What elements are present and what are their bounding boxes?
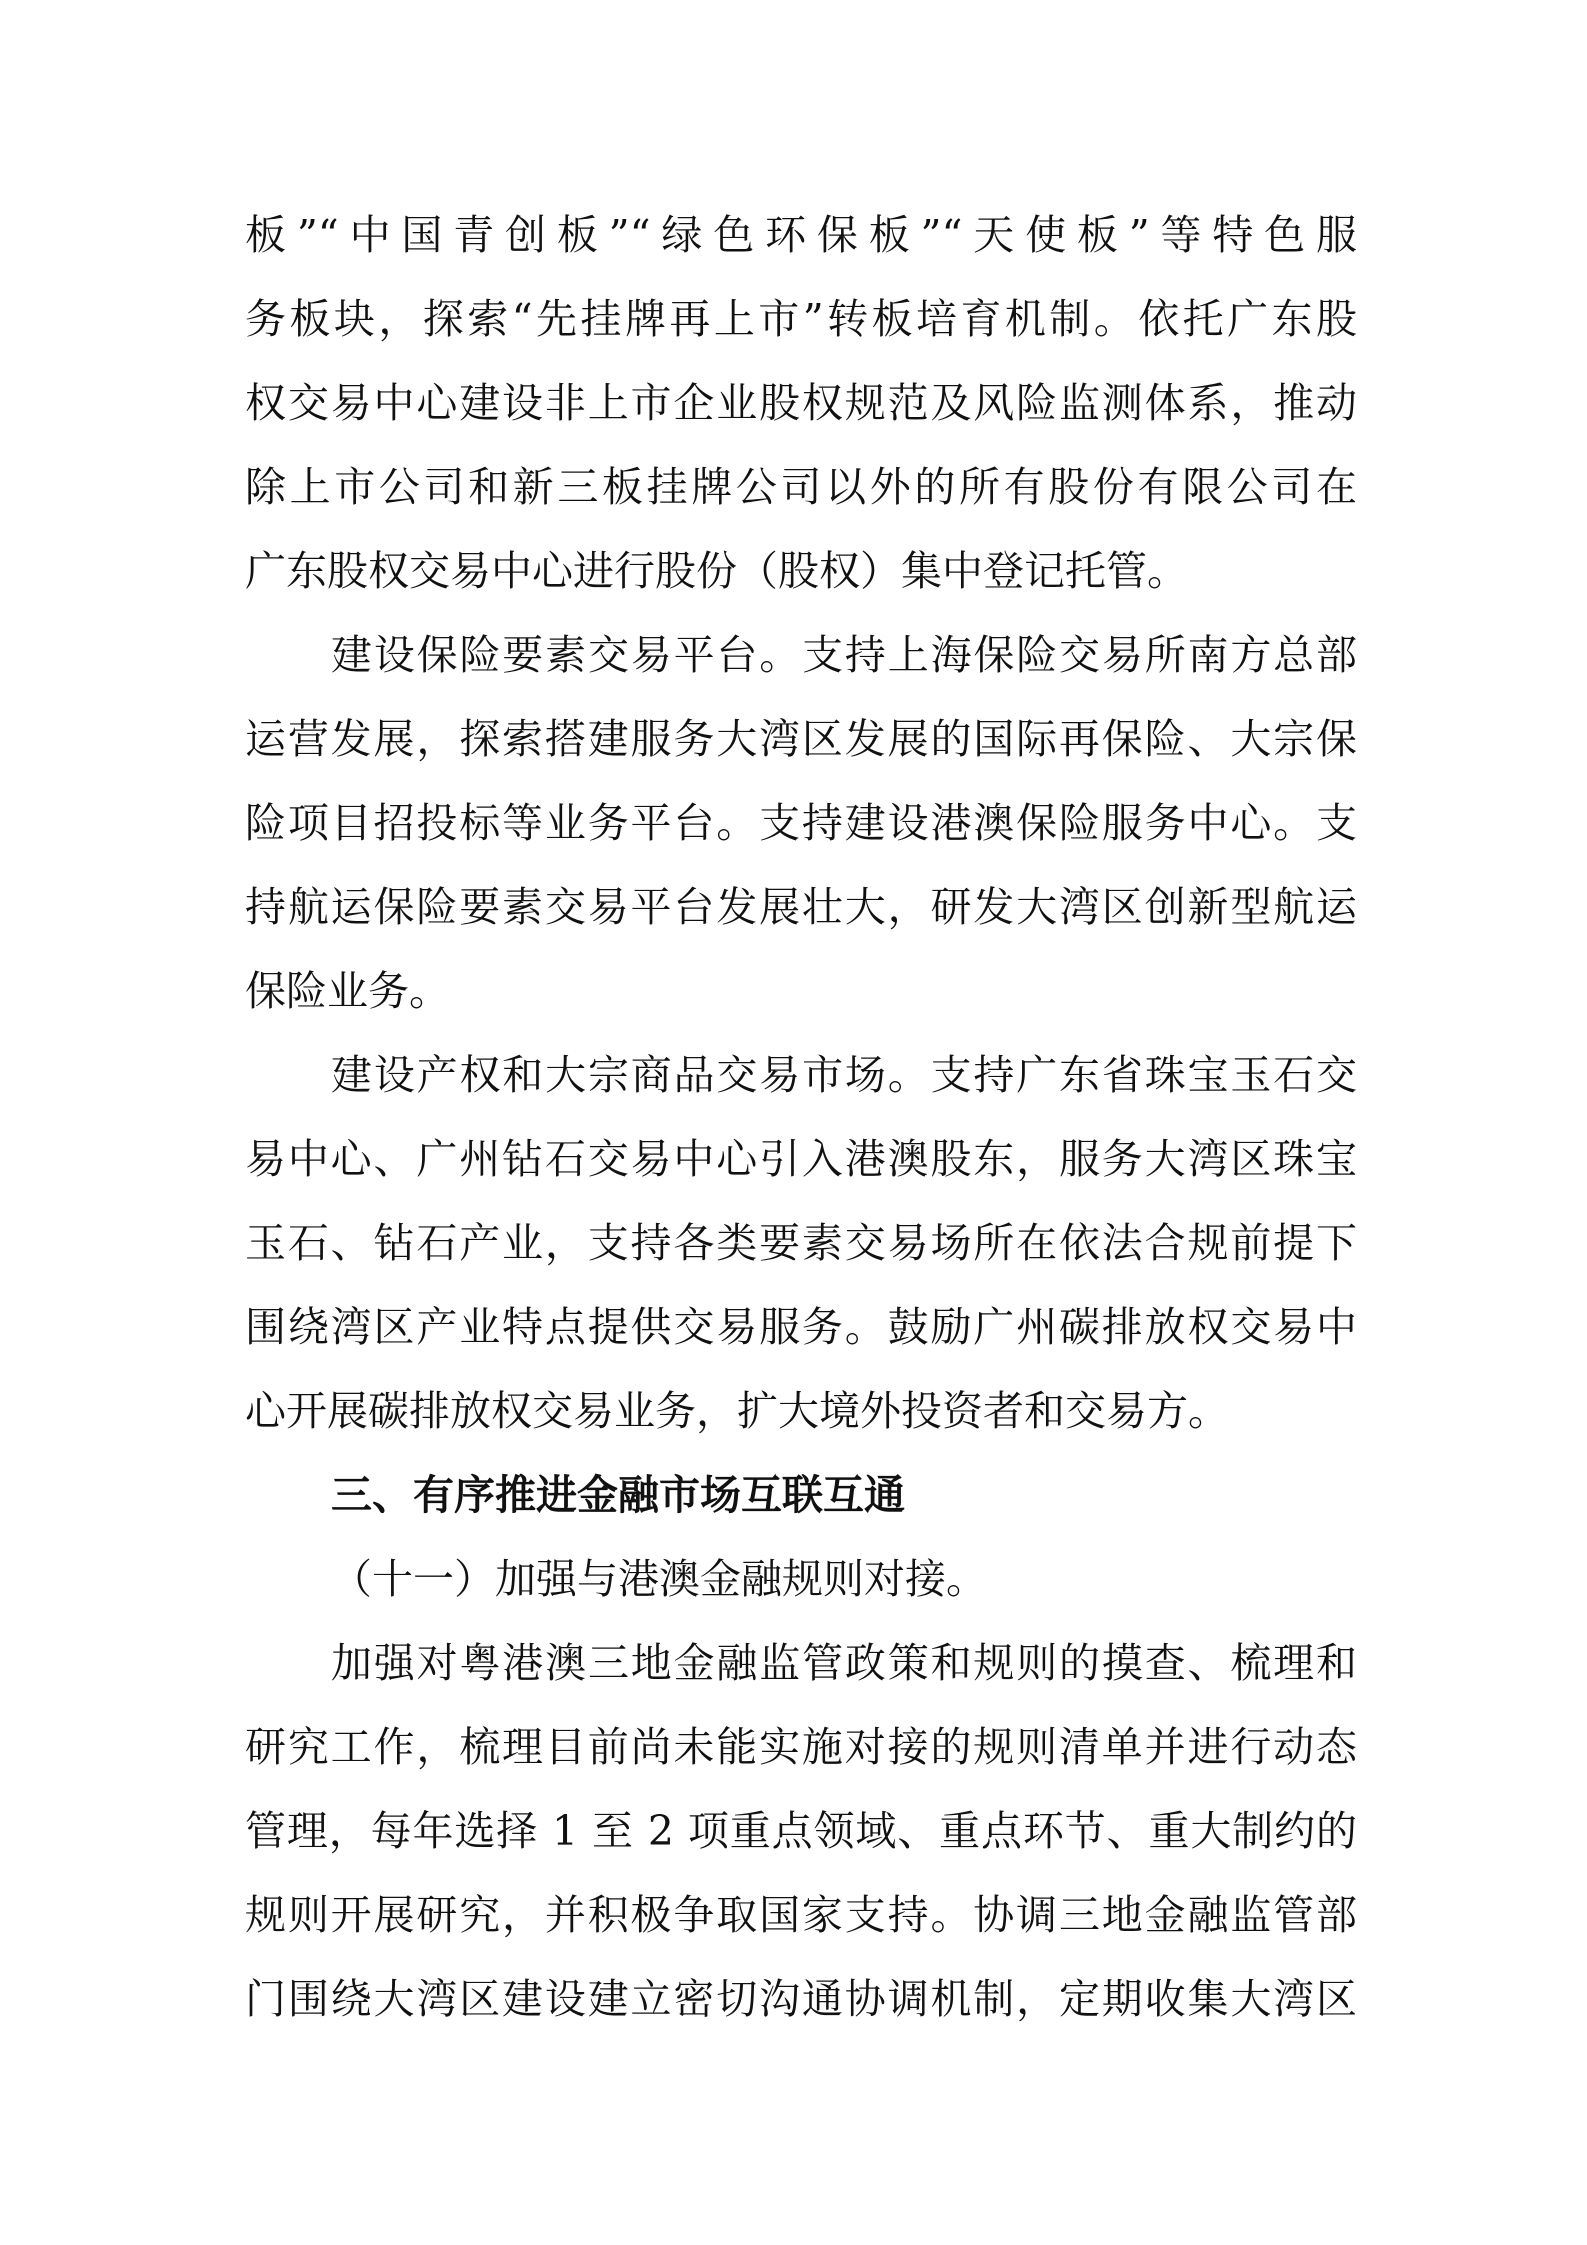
text-line: 除上市公司和新三板挂牌公司以外的所有股份有限公司在 — [245, 463, 1357, 511]
text-line: 权交易中心建设非上市企业股权规范及风险监测体系，推动 — [245, 379, 1357, 427]
text-line: 易中心、广州钻石交易中心引入港澳股东，服务大湾区珠宝 — [245, 1135, 1357, 1183]
paragraph — [245, 1621, 1357, 2041]
text-line: 建设产权和大宗商品交易市场。支持广东省珠宝玉石交 — [331, 1051, 1357, 1099]
paragraph — [245, 613, 1357, 1033]
text-line: 务板块，探索“先挂牌再上市”转板培育机制。依托广东股 — [245, 295, 1357, 343]
section-heading: 三、有序推进金融市场互联互通 — [331, 1471, 905, 1519]
text-line: 保险业务。 — [245, 967, 450, 1015]
text-line: 运营发展，探索搭建服务大湾区发展的国际再保险、大宗保 — [245, 715, 1357, 763]
text-line: 门围绕大湾区建设建立密切沟通协调机制，定期收集大湾区 — [245, 1975, 1357, 2023]
text-line: 加强对粤港澳三地金融监管政策和规则的摸查、梳理和 — [331, 1639, 1357, 1687]
subsection-heading: （十一）加强与港澳金融规则对接。 — [331, 1555, 987, 1603]
text-line: 板”“中国青创板”“绿色环保板”“天使板”等特色服 — [245, 211, 1357, 259]
text-line: 玉石、钻石产业，支持各类要素交易场所在依法合规前提下 — [245, 1219, 1357, 1267]
paragraph — [245, 193, 1357, 613]
text-line: 管理，每年选择 1 至 2 项重点领域、重点环节、重大制约的 — [245, 1807, 1357, 1855]
text-line: 围绕湾区产业特点提供交易服务。鼓励广州碳排放权交易中 — [245, 1303, 1357, 1351]
text-line: 险项目招投标等业务平台。支持建设港澳保险服务中心。支 — [245, 799, 1357, 847]
text-line: 研究工作，梳理目前尚未能实施对接的规则清单并进行动态 — [245, 1723, 1357, 1771]
text-line: 心开展碳排放权交易业务，扩大境外投资者和交易方。 — [245, 1387, 1229, 1435]
text-line: 持航运保险要素交易平台发展壮大，研发大湾区创新型航运 — [245, 883, 1357, 931]
document-body — [245, 193, 1357, 2041]
paragraph — [245, 1033, 1357, 1453]
text-line: 建设保险要素交易平台。支持上海保险交易所南方总部 — [331, 631, 1357, 679]
text-line: 广东股权交易中心进行股份（股权）集中登记托管。 — [245, 547, 1188, 595]
text-line: 规则开展研究，并积极争取国家支持。协调三地金融监管部 — [245, 1891, 1357, 1939]
